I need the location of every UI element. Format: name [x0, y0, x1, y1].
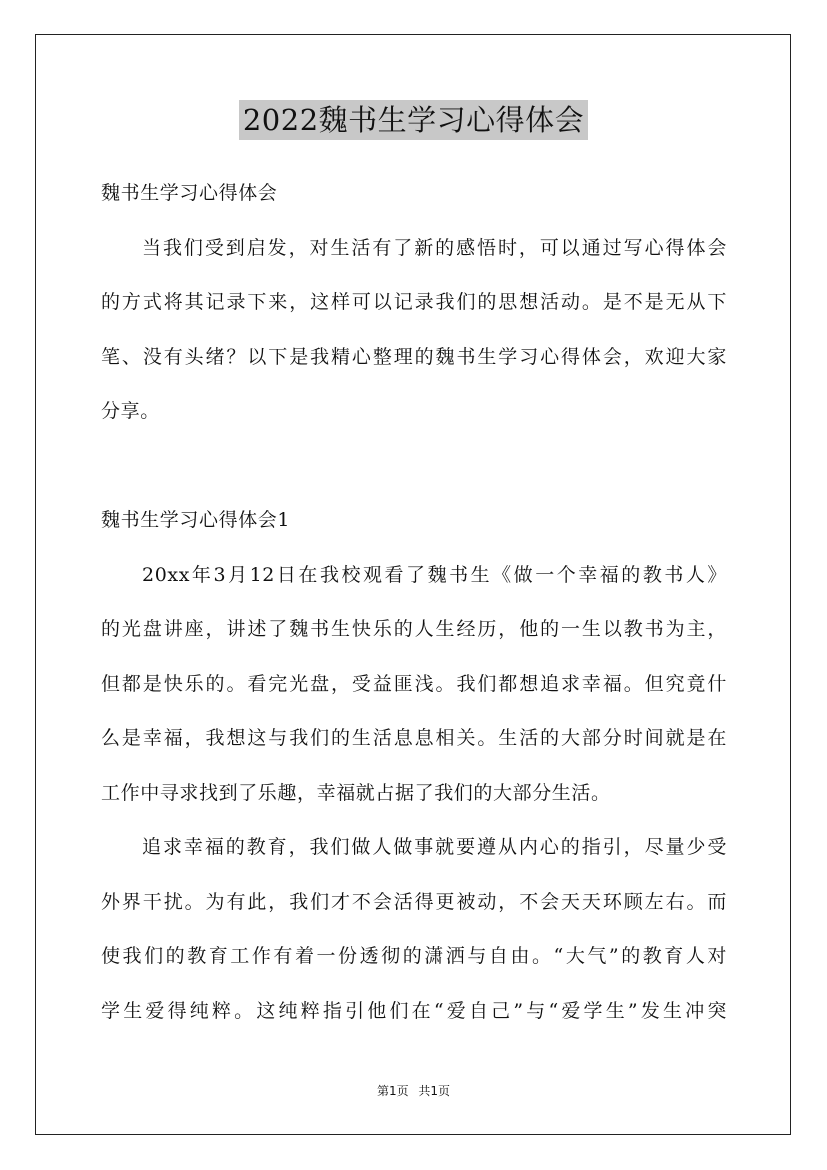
para1-line: 么是幸福，我想这与我们的生活息息相关。生活的大部分时间就是在 — [101, 727, 727, 749]
page-number: 第1页 — [376, 1084, 409, 1098]
para1-line: 但都是快乐的。看完光盘，受益匪浅。我们都想追求幸福。但究竟什 — [101, 672, 727, 695]
para2-line: 外界干扰。为有此，我们才不会活得更被动，不会天天环顾左右。而 — [101, 890, 727, 913]
intro-line: 当我们受到启发，对生活有了新的感悟时，可以通过写心得体会 — [142, 236, 727, 259]
intro-line: 的方式将其记录下来，这样可以记录我们的思想活动。是不是无从下 — [101, 291, 727, 313]
document-body — [101, 166, 727, 1038]
page-total: 共1页 — [418, 1084, 451, 1098]
para1-line: 20xx年3月12日在我校观看了魏书生《做一个幸福的教书人》 — [142, 563, 727, 586]
document-title: 2022魏书生学习心得体会 — [239, 100, 588, 140]
para2-line: 追求幸福的教育，我们做人做事就要遵从内心的指引，尽量少受 — [142, 836, 727, 858]
title-container — [0, 100, 827, 140]
para2-line: 学生爱得纯粹。这纯粹指引他们在“爱自己”与“爱学生”发生冲突 — [101, 999, 727, 1022]
paragraph-gap — [101, 439, 727, 494]
section-heading: 魏书生学习心得体会1 — [101, 509, 291, 531]
subtitle: 魏书生学习心得体会 — [101, 182, 278, 204]
para1-line: 的光盘讲座，讲述了魏书生快乐的人生经历，他的一生以教书为主， — [101, 618, 727, 640]
para2-line: 使我们的教育工作有着一份透彻的潇洒与自由。“大气”的教育人对 — [101, 945, 727, 967]
intro-line: 笔、没有头绪？以下是我精心整理的魏书生学习心得体会，欢迎大家 — [101, 345, 727, 368]
para1-line: 工作中寻求找到了乐趣，幸福就占据了我们的大部分生活。 — [101, 781, 611, 804]
page-footer — [0, 1082, 827, 1099]
intro-line: 分享。 — [101, 400, 160, 422]
